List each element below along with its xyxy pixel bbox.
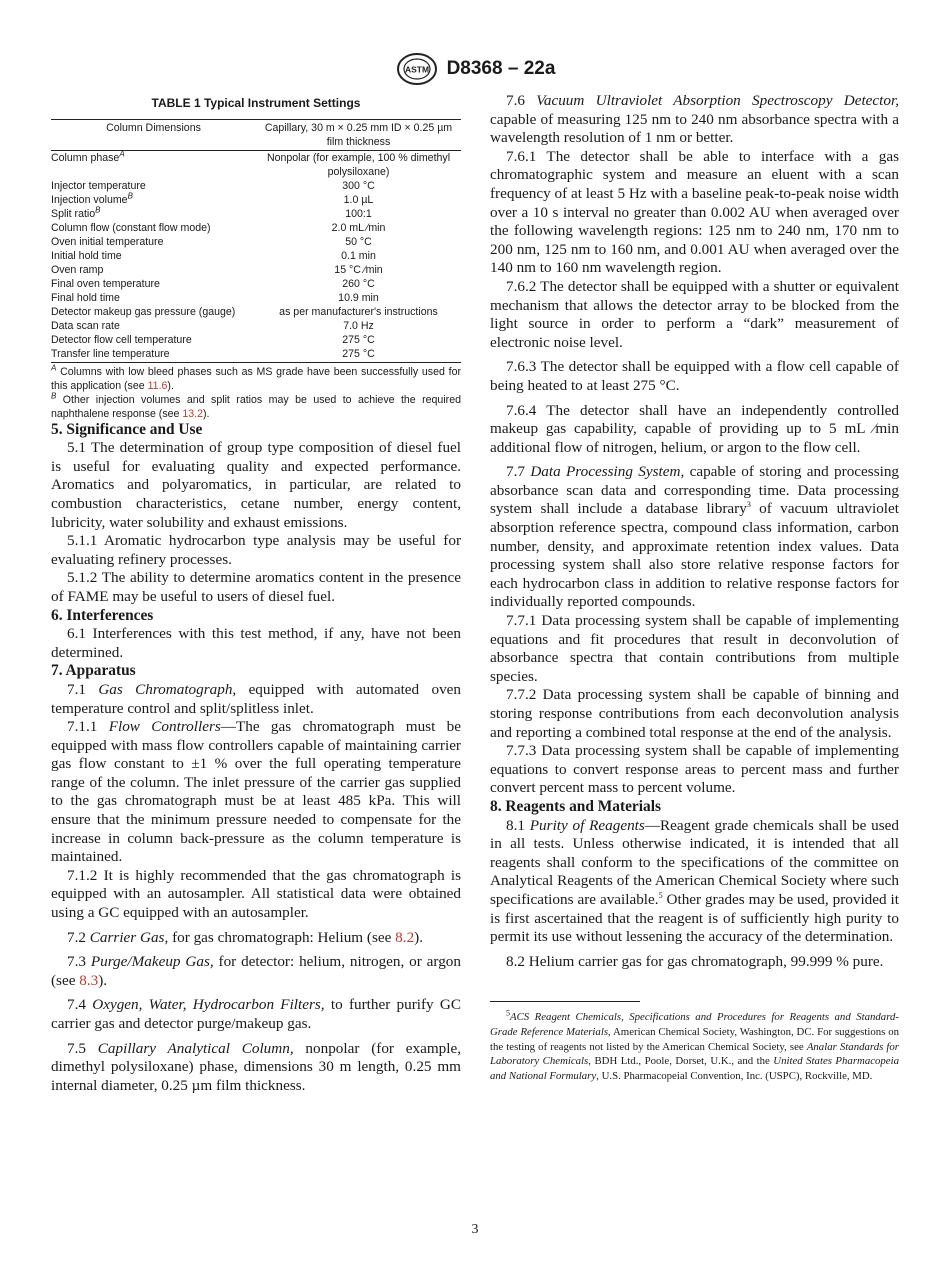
- table-row: [51, 193, 461, 207]
- table-row: [51, 291, 461, 305]
- setting-label: Initial hold time: [51, 249, 122, 262]
- paragraph: 5.1.1 Aromatic hydrocarbon type analysis may be useful for evaluating refinery processes.: [51, 532, 461, 568]
- page-header: [0, 52, 950, 86]
- setting-label: Detector flow cell temperature: [51, 333, 192, 346]
- setting-label: Final oven temperature: [51, 277, 160, 290]
- setting-label: Detector makeup gas pressure (gauge): [51, 305, 236, 318]
- setting-label: Injector temperature: [51, 179, 146, 192]
- setting-value: 300 °C: [342, 179, 375, 192]
- paragraph: 6.1 Interferences with this test method, if any, have not been determined.: [51, 625, 461, 661]
- setting-label: Column flow (constant flow mode): [51, 221, 211, 234]
- table-row: [51, 277, 461, 291]
- paragraph: 7.4 Oxygen, Water, Hydrocarbon Filters, to further purify GC carrier gas and detector purge/makeup gas.: [51, 996, 461, 1032]
- setting-label: Column phase$^A$: [51, 149, 125, 164]
- setting-label: Oven initial temperature: [51, 235, 164, 248]
- table-row: [51, 235, 461, 249]
- paragraph: 7.7.3 Data processing system shall be capable of implementing equations to convert response areas to percent mass and further convert percent mass to percent volume.: [490, 742, 899, 797]
- table-row: [51, 221, 461, 235]
- setting-value: 50 °C: [345, 235, 372, 248]
- paragraph: 7.1 Gas Chromatograph, equipped with automated oven temperature control and split/splitless inlet.: [51, 680, 461, 717]
- left-column: [51, 92, 461, 1095]
- section-link[interactable]: 8.3: [79, 971, 99, 989]
- setting-label: Oven ramp: [51, 263, 104, 276]
- setting-value: 10.9 min: [338, 291, 379, 304]
- table-row: [51, 179, 461, 193]
- setting-value: 1.0 µL: [343, 193, 374, 206]
- paragraph: 7.3 Purge/Makeup Gas, for detector: helium, nitrogen, or argon (see 8.3).: [51, 953, 461, 989]
- section-heading: 5. Significance and Use: [51, 420, 203, 438]
- table-row: [51, 305, 461, 319]
- table-row: [51, 333, 461, 347]
- table-footnotes: [51, 365, 461, 421]
- section-heading: 6. Interferences: [51, 606, 154, 624]
- setting-label: Final hold time: [51, 291, 120, 304]
- paragraph: 7.5 Capillary Analytical Column, nonpolar (for example, dimethyl polysiloxane) phase, dimensions 30 m length, 0.25 mm internal diameter, 0.25 µm film thickness.: [51, 1039, 462, 1094]
- table-note-a: $^A$ Columns with low bleed phases such as MS grade have been successfully used for this application (see 11.6).: [51, 363, 461, 392]
- footnote: $^5$ACS Reagent Chemicals, Specifications and Procedures for Reagents and Standard-Grade Reference Materials, American Chemical Society, Washington, DC. For suggestions on the testing of reagents not listed by the American Chemical Society, see Analar Standards for Laboratory Chemicals, BDH Ltd., Poole, Dorset, U.K., and the United States Pharmacopeia and National Formulary, U.S. Pharmacopeial Convention, Inc. (USPC), Rockville, MD.: [490, 1008, 900, 1082]
- table-note-b: $^B$ Other injection volumes and split ratios may be used to achieve the required naphthalene response (see 13.2).: [51, 391, 461, 420]
- paragraph: 8.1 Purity of Reagents—Reagent grade chemicals shall be used in all tests. Unless otherwise indicated, it is intended that all reagents shall conform to the specifications of the committee on Analytical Reagents of the American Chemical Society where such specifications are available.$^5$ Other grades may be used, provided it is first ascertained that the reagent is of sufficiently high purity to permit its use without lessening the accuracy of the determination.: [490, 816, 900, 946]
- instrument-settings-table: [51, 119, 461, 363]
- setting-label: Data scan rate: [51, 319, 120, 332]
- right-column: [490, 92, 899, 1083]
- table-row: [51, 319, 461, 333]
- section-heading: 7. Apparatus: [51, 662, 136, 680]
- table-header-cell: Capillary, 30 m × 0.25 mm ID × 0.25 µm film thickness: [256, 119, 461, 150]
- setting-label: Transfer line temperature: [51, 347, 256, 363]
- setting-value: 15 °C ⁄min: [334, 263, 383, 276]
- paragraph: 7.1.2 It is highly recommended that the gas chromatograph is equipped with an autosampler. All statistical data were obtained using a GC equipped with an autosampler.: [51, 866, 461, 922]
- setting-value: Nonpolar (for example, 100 % dimethyl polysiloxane): [266, 151, 451, 178]
- paragraph: 7.7.1 Data processing system shall be capable of implementing equations and fit procedures that result in deconvolution of absorbance spectra that contain contributions from multiple species.: [490, 612, 899, 685]
- table-row: [51, 347, 461, 363]
- table-title: TABLE 1 Typical Instrument Settings: [151, 96, 361, 110]
- standard-designation: D8368 – 22a: [446, 58, 556, 79]
- section-heading: 8. Reagents and Materials: [490, 797, 661, 815]
- section-link[interactable]: 13.2: [182, 407, 203, 420]
- section-link[interactable]: 11.6: [147, 379, 168, 392]
- setting-value: 275 °C: [256, 347, 461, 363]
- table-header-row: [51, 119, 461, 150]
- table-row: [51, 249, 461, 263]
- setting-label: Injection volume$^B$: [51, 191, 133, 206]
- paragraph: 7.6.1 The detector shall be able to interface with a gas chromatographic system and measure an eluent with a scan frequency of at least 5 Hz with a baseline peak-to-peak noise width over a 10 s interval no greater than 0.002 AU when averaged over the following wavelength regions: 125 nm to 240 nm, 170 nm to 200 nm, 125 nm to 160 nm, and 0.001 AU when averaged over the 140 nm to 160 nm wavelength region.: [490, 147, 899, 277]
- paragraph: 7.6.2 The detector shall be equipped with a shutter or equivalent mechanism that allows the detector array to be blocked from the light source in order to perform a “dark” measurement of electronic noise level.: [490, 277, 899, 351]
- paragraph: 7.7.2 Data processing system shall be capable of binning and storing response contributions from each deconvolution analysis and reporting a combined total response at the end of the analysis.: [490, 686, 899, 741]
- section-link[interactable]: 8.2: [395, 928, 415, 946]
- paragraph: 8.2 Helium carrier gas for gas chromatograph, 99.999 % pure.: [506, 952, 884, 970]
- setting-value: 2.0 mL ⁄min: [331, 221, 386, 234]
- svg-text:ASTM: ASTM: [404, 64, 429, 75]
- table-header-cell: Column Dimensions: [51, 119, 256, 150]
- footnote-divider: [490, 1001, 640, 1002]
- paragraph: 7.1.1 Flow Controllers—The gas chromatograph must be equipped with mass flow controllers capable of maintaining carrier gas flow constant to ±1 % over the full operating temperature range of the column. The inlet pressure of the carrier gas supplied to the gas chromatograph must be at least 485 kPa. This will ensure that the minimum pressure needed to compensate for the increase in column back-pressure as the column temperature is maintained.: [51, 718, 461, 866]
- paragraph: 5.1.2 The ability to determine aromatics content in the presence of FAME may be useful to users of diesel fuel.: [51, 569, 461, 605]
- setting-label: Split ratio$^B$: [51, 205, 101, 220]
- setting-value: 7.0 Hz: [343, 319, 374, 332]
- table-row: [51, 207, 461, 221]
- paragraph: 7.6 Vacuum Ultraviolet Absorption Spectroscopy Detector, capable of measuring 125 nm to 240 nm absorbance spectra with a wavelength resolution of 1 nm or better.: [490, 92, 899, 147]
- setting-value: as per manufacturer's instructions: [279, 305, 438, 318]
- table-row: [51, 150, 461, 179]
- page-number: 3: [471, 1222, 479, 1237]
- paragraph: 5.1 The determination of group type composition of diesel fuel is useful for evaluating quality and expected performance. Aromatics and polyaromatics, in particular, are related to combustion characteristics, cetane number, energy content, lubricity, water solubility and exhaust emissions.: [51, 439, 461, 531]
- setting-value: 0.1 min: [341, 249, 376, 262]
- astm-logo-icon: [395, 52, 439, 86]
- table-row: [51, 263, 461, 277]
- paragraph: 7.2 Carrier Gas, for gas chromatograph: Helium (see 8.2).: [67, 928, 424, 946]
- paragraph: 7.6.4 The detector shall have an independently controlled makeup gas capability, capable of providing up to 5 mL ⁄min additional flow of nitrogen, helium, or argon to the flow cell.: [490, 401, 899, 456]
- setting-value: 260 °C: [342, 277, 375, 290]
- setting-value: 275 °C: [342, 333, 375, 346]
- paragraph: 7.6.3 The detector shall be equipped with a flow cell capable of being heated to at least 275 °C.: [490, 358, 899, 394]
- setting-value: 100:1: [345, 207, 372, 220]
- paragraph: 7.7 Data Processing System, capable of storing and processing absorbance scan data and corresponding time. Data processing system shall include a database library$^3$ of vacuum ultraviolet absorption reference spectra, compound class information, carbon number, density, and approximate retention index values. Data processing system shall also store relative response factors for each hydrocarbon class in addition to relative response factors for individually reported compounds.: [490, 463, 900, 611]
